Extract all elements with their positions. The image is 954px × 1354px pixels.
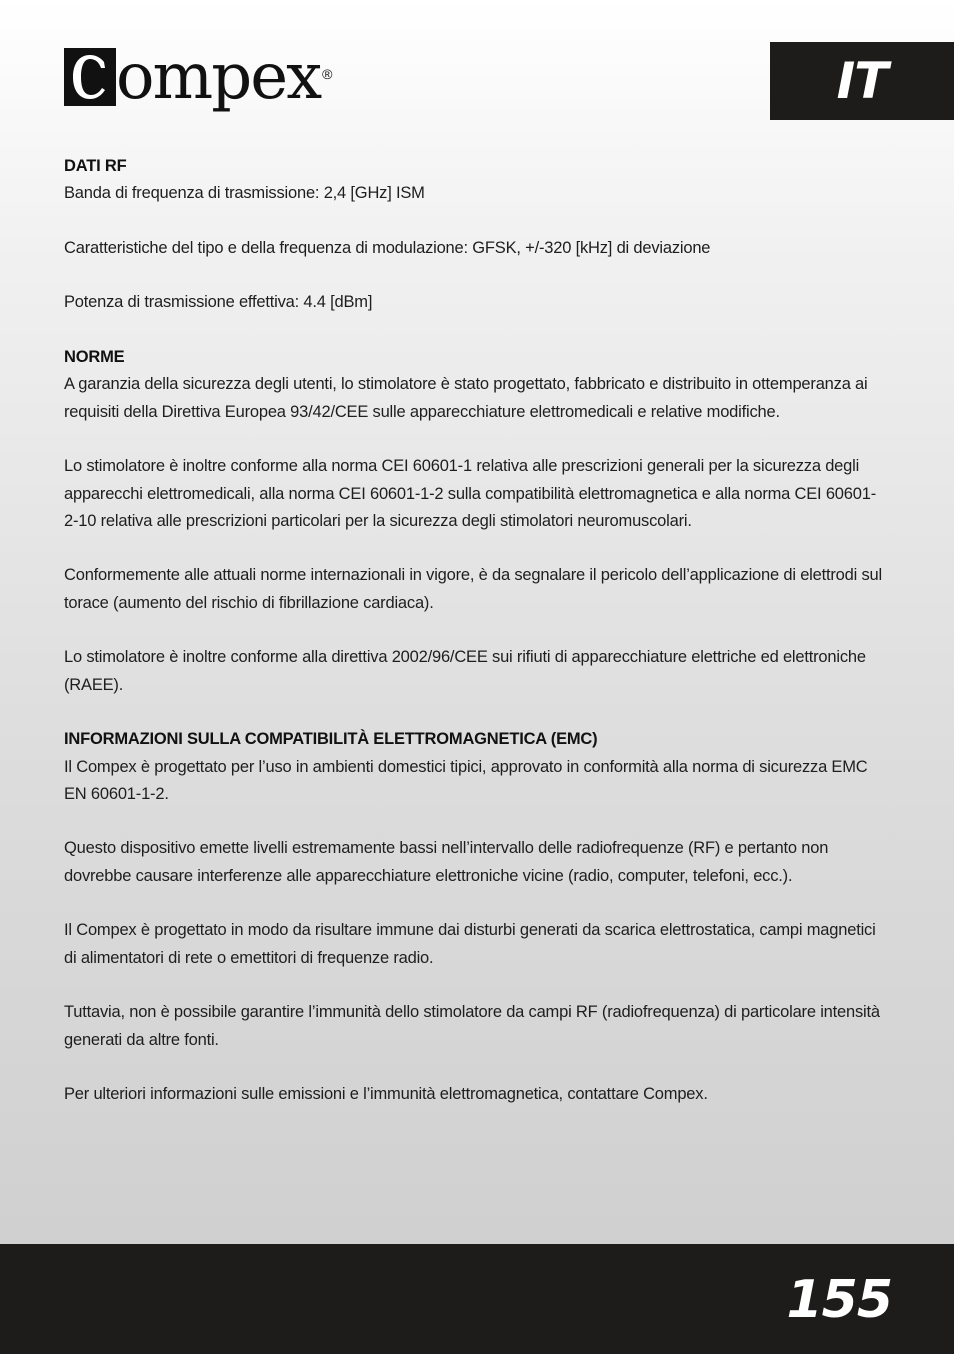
section-emc [64,726,884,1108]
paragraph: A garanzia della sicurezza degli utenti, lo stimolatore è stato progettato, fabbricato e distribuito in ottemperanza ai requisiti della Direttiva Europea 93/42/CEE sulle apparecchiature elettromedicali e relative modifiche. [64,375,868,421]
logo-wordmark: ompex [116,40,321,114]
paragraph: Banda di frequenza di trasmissione: 2,4 [GHz] ISM [64,184,425,203]
paragraph: Il Compex è progettato per l’uso in ambienti domestici tipici, approvato in conformità alla norma di sicurezza EMC EN 60601-1-2. [64,757,868,803]
paragraph: Per ulteriori informazioni sulle emissioni e l’immunità elettromagnetica, contattare Compex. [64,1085,708,1104]
section-heading: NORME [64,348,125,367]
section-heading: INFORMAZIONI SULLA COMPATIBILITÀ ELETTROMAGNETICA (EMC) [64,730,598,749]
document-body [64,153,884,1136]
paragraph: Questo dispositivo emette livelli estremamente bassi nell’intervallo delle radiofrequenze (RF) e pertanto non dovrebbe causare interferenze alle apparecchiature elettroniche vicine (radio, computer, telefoni, ecc.). [64,839,829,885]
paragraph: Lo stimolatore è inoltre conforme alla direttiva 2002/96/CEE sui rifiuti di apparecchiature elettriche ed elettroniche (RAEE). [64,648,866,694]
section-rf-data [64,153,884,317]
paragraph: Il Compex è progettato in modo da risultare immune dai disturbi generati da scarica elettrostatica, campi magnetici di alimentatori di rete o emettitori di frequenze radio. [64,921,876,967]
section-norms [64,344,884,699]
compex-logo [64,42,332,122]
footer-bar [0,1244,954,1354]
language-tab: IT [770,42,954,120]
registered-mark: ® [322,66,333,82]
paragraph: Caratteristiche del tipo e della frequenza di modulazione: GFSK, +/-320 [kHz] di deviazione [64,238,711,257]
section-heading: DATI RF [64,157,127,175]
paragraph: Tuttavia, non è possibile garantire l’immunità dello stimolatore da campi RF (radiofrequenza) di particolare intensità generati da altre fonti. [64,1003,880,1049]
paragraph: Potenza di trasmissione effettiva: 4.4 [dBm] [64,293,373,312]
paragraph: Conformemente alle attuali norme internazionali in vigore, è da segnalare il pericolo dell’applicazione di elettrodi sul torace (aumento del rischio di fibrillazione cardiaca). [64,566,882,612]
page-number: 155 [786,1270,892,1330]
logo-c-mark [64,48,116,106]
paragraph: Lo stimolatore è inoltre conforme alla norma CEI 60601-1 relativa alle prescrizioni generali per la sicurezza degli apparecchi elettromedicali, alla norma CEI 60601-1-2 sulla compatibilità elettromagnetica e alla norma CEI 60601-2-10 relativa alle prescrizioni particolari per la sicurezza degli stimolatori neuromuscolari. [64,457,877,530]
